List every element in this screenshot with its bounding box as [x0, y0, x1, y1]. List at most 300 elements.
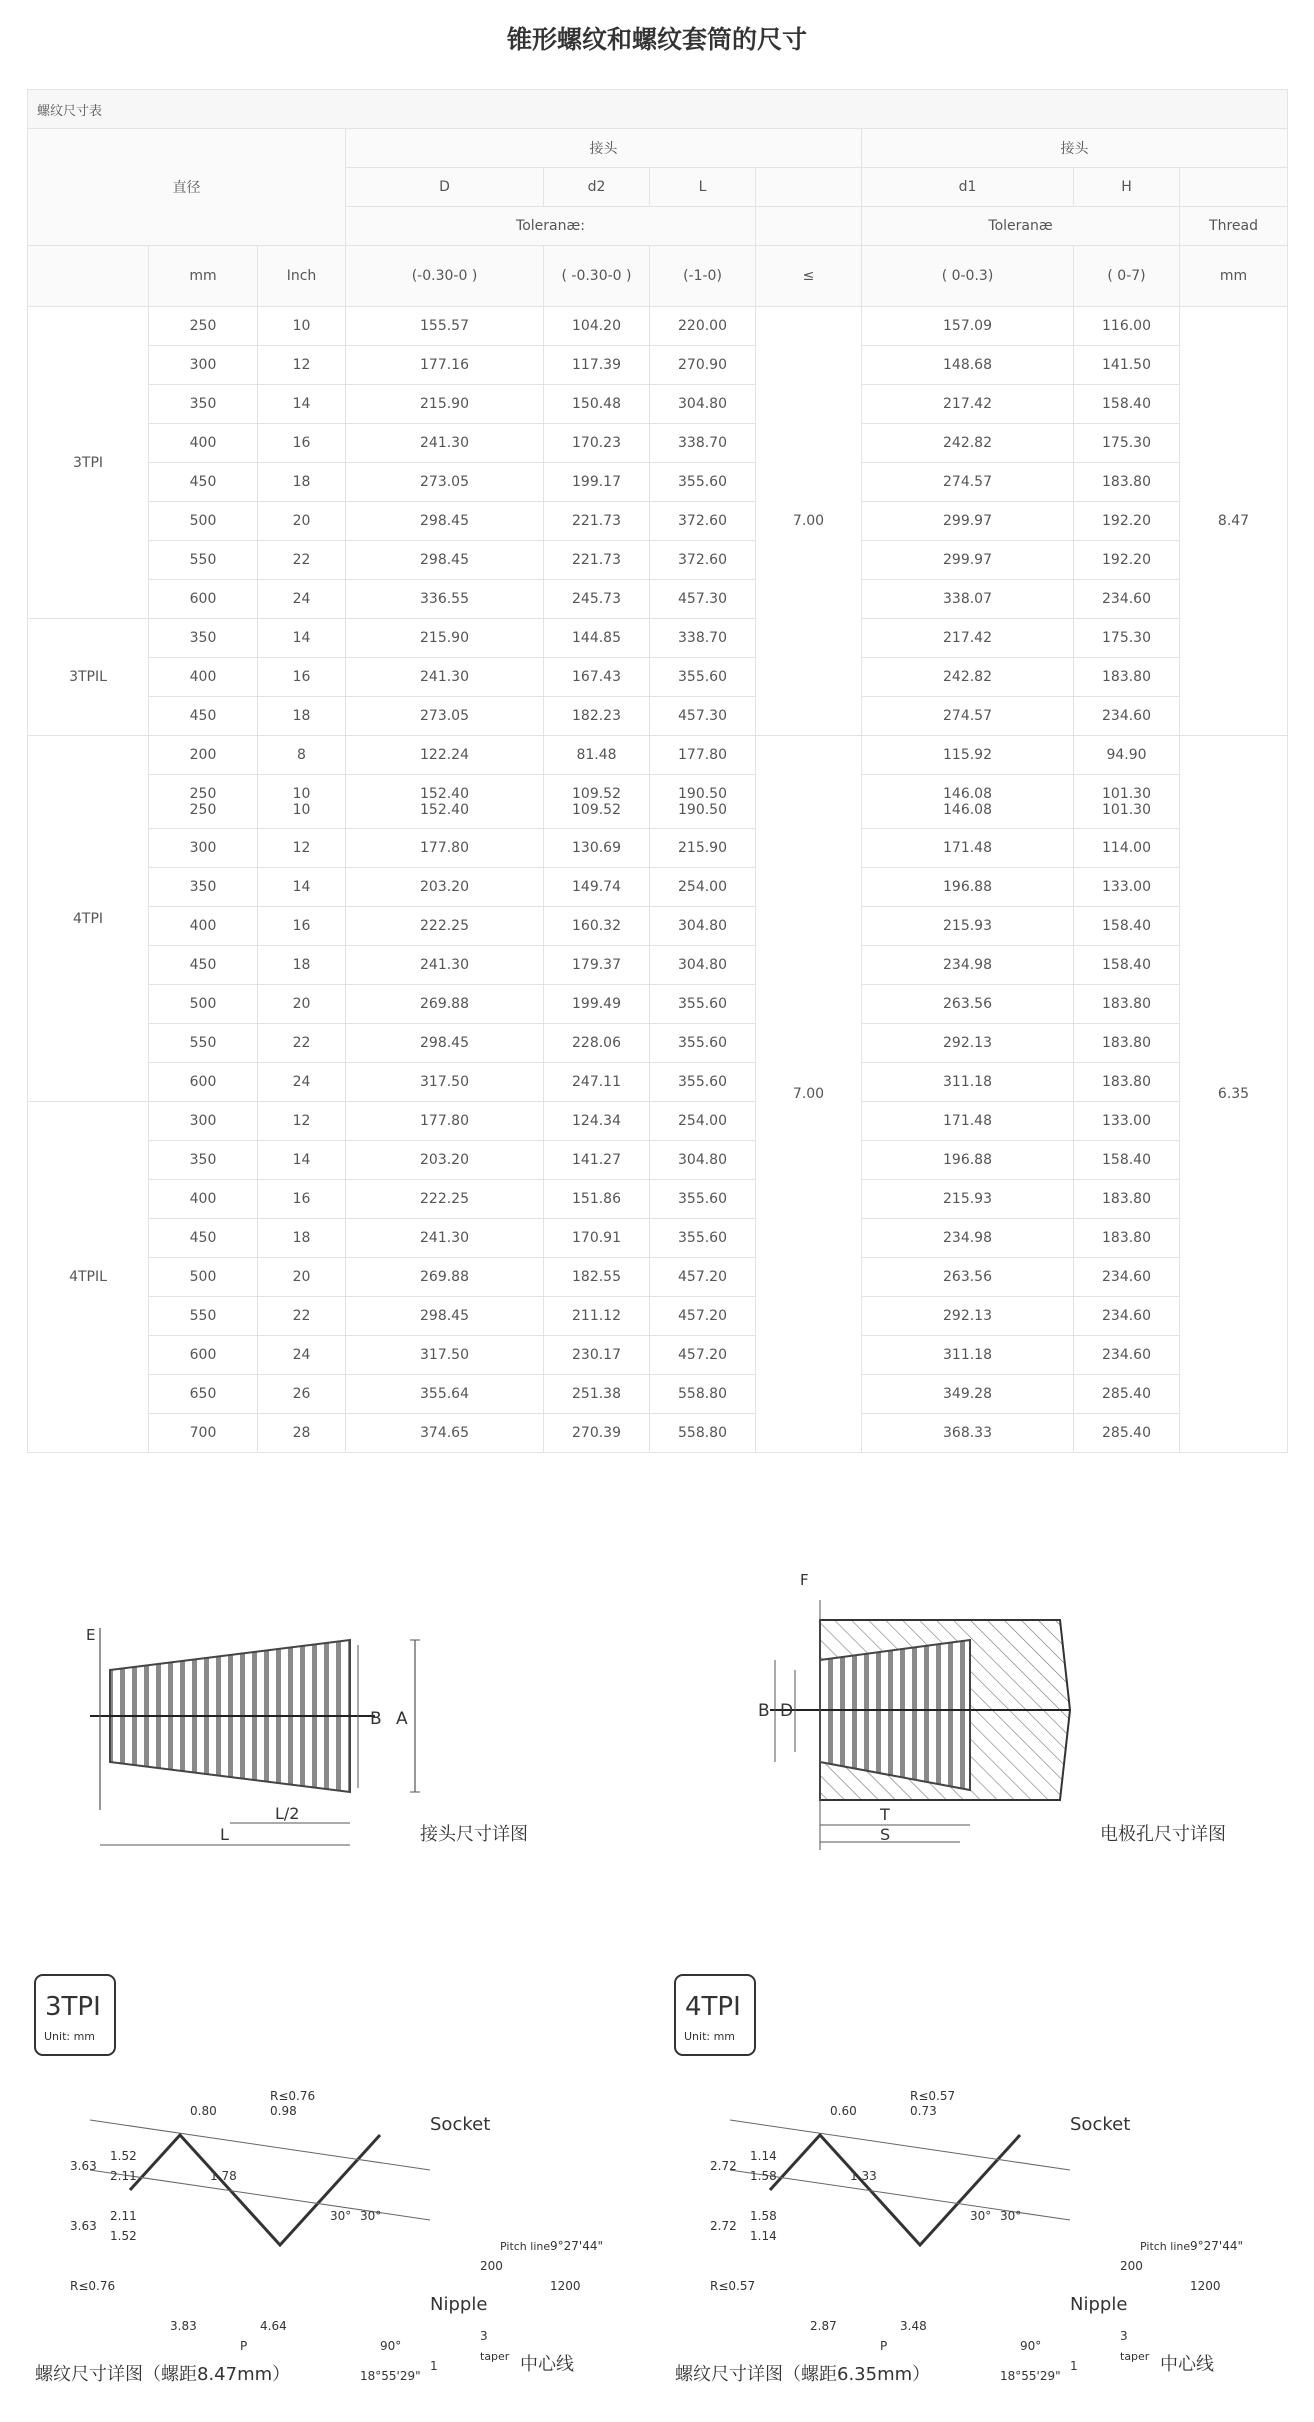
table-cell: 550 — [149, 541, 258, 580]
table-cell: 217.42 — [862, 385, 1074, 424]
table-cell: 247.11 — [544, 1063, 650, 1102]
svg-text:0.60: 0.60 — [830, 2104, 857, 2118]
socket-label-T: T — [880, 1805, 890, 1824]
table-cell: 215.90 — [346, 385, 544, 424]
svg-text:3.83: 3.83 — [170, 2319, 197, 2333]
table-cell: 242.82 — [862, 424, 1074, 463]
joint-label-A: A — [396, 1709, 408, 1729]
table-row — [28, 1141, 1288, 1180]
thread-value: 8.47 — [1180, 307, 1288, 736]
header-empty-3 — [756, 207, 862, 246]
joint-label-L: L — [220, 1825, 229, 1844]
table-cell: 177.80 — [346, 829, 544, 868]
table-cell: 20 — [258, 502, 346, 541]
table-cell: 234.60 — [1074, 697, 1180, 736]
le-value: 7.00 — [756, 736, 862, 1453]
table-cell: 558.80 — [650, 1375, 756, 1414]
table-cell: 234.98 — [862, 946, 1074, 985]
svg-text:Pitch line: Pitch line — [500, 2240, 551, 2253]
svg-text:90°: 90° — [380, 2339, 402, 2353]
table-cell: 115.92 — [862, 736, 1074, 775]
svg-text:30°: 30° — [360, 2209, 382, 2223]
table-cell: 26 — [258, 1375, 346, 1414]
svg-text:R≤0.57: R≤0.57 — [710, 2279, 756, 2293]
header-d1: d1 — [862, 168, 1074, 207]
table-cell: 170.91 — [544, 1219, 650, 1258]
table-cell: 450 — [149, 1219, 258, 1258]
table-cell: 170.23 — [544, 424, 650, 463]
table-cell: 177.80 — [650, 736, 756, 775]
drawings-area — [0, 1540, 1314, 2420]
socket-label: Socket — [430, 2114, 491, 2135]
table-cell: 215.90 — [346, 619, 544, 658]
table-cell: 196.88 — [862, 1141, 1074, 1180]
table-cell: 117.39 — [544, 346, 650, 385]
table-cell: 600 — [149, 580, 258, 619]
table-cell: 298.45 — [346, 1024, 544, 1063]
table-cell: 10 10 — [258, 775, 346, 829]
nipple-label-2: Nipple — [1070, 2294, 1128, 2315]
table-cell: 215.93 — [862, 1180, 1074, 1219]
table-cell: 292.13 — [862, 1297, 1074, 1336]
table-cell: 12 — [258, 1102, 346, 1141]
table-cell: 221.73 — [544, 502, 650, 541]
socket-label-S: S — [880, 1825, 891, 1844]
svg-text:P: P — [880, 2339, 888, 2353]
table-cell: 241.30 — [346, 658, 544, 697]
table-cell: 28 — [258, 1414, 346, 1453]
svg-text:R≤0.57: R≤0.57 — [910, 2089, 956, 2103]
table-cell: 182.55 — [544, 1258, 650, 1297]
table-cell: 450 — [149, 463, 258, 502]
svg-text:1.52: 1.52 — [110, 2229, 137, 2243]
svg-text:中心线: 中心线 — [520, 2354, 574, 2375]
table-cell: 450 — [149, 697, 258, 736]
table-row — [28, 1102, 1288, 1141]
table-cell: 400 — [149, 1180, 258, 1219]
header-joint-2: 接头 — [862, 129, 1288, 168]
table-cell: 133.00 — [1074, 1102, 1180, 1141]
table-caption: 螺纹尺寸表 — [28, 90, 1288, 129]
svg-text:1.78: 1.78 — [210, 2169, 237, 2183]
table-cell: 355.60 — [650, 1024, 756, 1063]
table-cell: 338.70 — [650, 619, 756, 658]
table-cell: 183.80 — [1074, 463, 1180, 502]
thread-value: 6.35 — [1180, 736, 1288, 1453]
table-cell: 298.45 — [346, 541, 544, 580]
table-cell: 292.13 — [862, 1024, 1074, 1063]
svg-text:3: 3 — [1120, 2329, 1128, 2343]
table-row — [28, 907, 1288, 946]
table-cell: 144.85 — [544, 619, 650, 658]
table-cell: 700 — [149, 1414, 258, 1453]
table-cell: 141.27 — [544, 1141, 650, 1180]
table-cell: 122.24 — [346, 736, 544, 775]
table-row — [28, 1336, 1288, 1375]
socket-drawing — [720, 1540, 1314, 1940]
svg-text:1: 1 — [1070, 2359, 1078, 2373]
table-cell: 101.30 101.30 — [1074, 775, 1180, 829]
table-row — [28, 1219, 1288, 1258]
joint-label-B: B — [370, 1709, 382, 1729]
table-cell: 269.88 — [346, 985, 544, 1024]
table-cell: 263.56 — [862, 1258, 1074, 1297]
table-cell: 270.39 — [544, 1414, 650, 1453]
table-cell: 196.88 — [862, 868, 1074, 907]
header-H: H — [1074, 168, 1180, 207]
table-cell: 336.55 — [346, 580, 544, 619]
unit-mm: mm — [149, 246, 258, 307]
table-cell: 158.40 — [1074, 946, 1180, 985]
table-cell: 600 — [149, 1336, 258, 1375]
table-cell: 400 — [149, 424, 258, 463]
table-cell: 500 — [149, 985, 258, 1024]
svg-text:0.73: 0.73 — [910, 2104, 937, 2118]
unit-inch: Inch — [258, 246, 346, 307]
thread-4tpi-drawing — [670, 1970, 1310, 2390]
header-joint: 接头 — [346, 129, 862, 168]
thread-3tpi-caption: 螺纹尺寸详图（螺距8.47mm） — [35, 2364, 291, 2385]
table-cell: 304.80 — [650, 1141, 756, 1180]
table-cell: 183.80 — [1074, 1180, 1180, 1219]
table-row — [28, 424, 1288, 463]
table-cell: 355.60 — [650, 1063, 756, 1102]
table-cell: 130.69 — [544, 829, 650, 868]
table-cell: 350 — [149, 619, 258, 658]
svg-text:2.11: 2.11 — [110, 2209, 137, 2223]
table-cell: 250 — [149, 307, 258, 346]
table-cell: 372.60 — [650, 541, 756, 580]
table-cell: 355.60 — [650, 1180, 756, 1219]
table-cell: 20 — [258, 985, 346, 1024]
table-cell: 217.42 — [862, 619, 1074, 658]
table-cell: 215.90 — [650, 829, 756, 868]
table-cell: 250 250 — [149, 775, 258, 829]
table-cell: 179.37 — [544, 946, 650, 985]
table-cell: 650 — [149, 1375, 258, 1414]
svg-text:1.33: 1.33 — [850, 2169, 877, 2183]
thread-size-table — [27, 89, 1287, 1453]
table-cell: 116.00 — [1074, 307, 1180, 346]
table-cell: 167.43 — [544, 658, 650, 697]
table-cell: 355.60 — [650, 985, 756, 1024]
table-cell: 269.88 — [346, 1258, 544, 1297]
table-row — [28, 946, 1288, 985]
table-cell: 263.56 — [862, 985, 1074, 1024]
table-cell: 304.80 — [650, 385, 756, 424]
table-cell: 22 — [258, 541, 346, 580]
table-cell: 175.30 — [1074, 619, 1180, 658]
table-cell: 192.20 — [1074, 541, 1180, 580]
header-tolerance-2: Toleranæ — [862, 207, 1180, 246]
badge-3tpi-text: 3TPI — [45, 1992, 101, 2022]
table-cell: 457.20 — [650, 1297, 756, 1336]
unit-d1: ( 0-0.3) — [862, 246, 1074, 307]
table-cell: 183.80 — [1074, 1024, 1180, 1063]
svg-text:1.14: 1.14 — [750, 2229, 777, 2243]
table-cell: 171.48 — [862, 829, 1074, 868]
svg-text:30°: 30° — [970, 2209, 992, 2223]
svg-text:18°55'29": 18°55'29" — [1000, 2369, 1061, 2383]
table-cell: 16 — [258, 907, 346, 946]
table-cell: 241.30 — [346, 1219, 544, 1258]
svg-text:90°: 90° — [1020, 2339, 1042, 2353]
svg-text:0.98: 0.98 — [270, 2104, 297, 2118]
svg-text:200: 200 — [480, 2259, 503, 2273]
table-cell: 242.82 — [862, 658, 1074, 697]
socket-label-D: D — [780, 1701, 794, 1721]
table-cell: 338.70 — [650, 424, 756, 463]
table-cell: 14 — [258, 385, 346, 424]
badge-4tpi-unit: Unit: mm — [684, 2030, 736, 2043]
table-cell: 18 — [258, 946, 346, 985]
group-name: 4TPIL — [28, 1102, 149, 1453]
svg-text:3.63: 3.63 — [70, 2159, 97, 2173]
badge-3tpi-unit: Unit: mm — [44, 2030, 96, 2043]
table-cell: 183.80 — [1074, 1063, 1180, 1102]
table-cell: 254.00 — [650, 1102, 756, 1141]
table-cell: 500 — [149, 1258, 258, 1297]
table-cell: 355.60 — [650, 463, 756, 502]
thread-3tpi-drawing — [30, 1970, 670, 2390]
unit-D: (-0.30-0 ) — [346, 246, 544, 307]
header-tolerance-1: Toleranæ: — [346, 207, 756, 246]
table-cell: 22 — [258, 1297, 346, 1336]
table-cell: 183.80 — [1074, 1219, 1180, 1258]
table-cell: 171.48 — [862, 1102, 1074, 1141]
table-cell: 400 — [149, 658, 258, 697]
table-row — [28, 658, 1288, 697]
table-row — [28, 1375, 1288, 1414]
table-cell: 274.57 — [862, 463, 1074, 502]
table-cell: 158.40 — [1074, 385, 1180, 424]
table-cell: 273.05 — [346, 463, 544, 502]
table-cell: 157.09 — [862, 307, 1074, 346]
socket-label-2: Socket — [1070, 2114, 1131, 2135]
header-thread: Thread — [1180, 207, 1288, 246]
table-cell: 273.05 — [346, 697, 544, 736]
table-cell: 152.40 152.40 — [346, 775, 544, 829]
table-cell: 285.40 — [1074, 1375, 1180, 1414]
svg-text:9°27'44": 9°27'44" — [550, 2239, 603, 2253]
socket-label-B: B — [758, 1701, 770, 1721]
unit-empty — [28, 246, 149, 307]
profile-4tpi — [770, 2135, 1020, 2245]
table-cell: 234.60 — [1074, 1297, 1180, 1336]
table-cell: 18 — [258, 697, 346, 736]
table-cell: 158.40 — [1074, 1141, 1180, 1180]
table-cell: 16 — [258, 1180, 346, 1219]
table-cell: 304.80 — [650, 907, 756, 946]
svg-text:2.72: 2.72 — [710, 2219, 737, 2233]
table-cell: 150.48 — [544, 385, 650, 424]
svg-text:4.64: 4.64 — [260, 2319, 287, 2333]
svg-text:3.63: 3.63 — [70, 2219, 97, 2233]
table-row — [28, 1063, 1288, 1102]
svg-text:9°27'44": 9°27'44" — [1190, 2239, 1243, 2253]
table-row — [28, 1297, 1288, 1336]
svg-text:R≤0.76: R≤0.76 — [270, 2089, 316, 2103]
table-row — [28, 502, 1288, 541]
table-cell: 355.60 — [650, 658, 756, 697]
table-cell: 149.74 — [544, 868, 650, 907]
table-cell: 114.00 — [1074, 829, 1180, 868]
svg-text:1.58: 1.58 — [750, 2169, 777, 2183]
table-row — [28, 697, 1288, 736]
svg-text:0.80: 0.80 — [190, 2104, 217, 2118]
table-cell: 18 — [258, 1219, 346, 1258]
svg-text:1.58: 1.58 — [750, 2209, 777, 2223]
thread-4tpi-caption: 螺纹尺寸详图（螺距6.35mm） — [675, 2364, 931, 2385]
table-cell: 285.40 — [1074, 1414, 1180, 1453]
table-cell: 317.50 — [346, 1063, 544, 1102]
table-cell: 16 — [258, 658, 346, 697]
svg-text:taper: taper — [1120, 2350, 1150, 2363]
table-cell: 372.60 — [650, 502, 756, 541]
table-cell: 234.60 — [1074, 1258, 1180, 1297]
table-row — [28, 385, 1288, 424]
table-cell: 230.17 — [544, 1336, 650, 1375]
table-cell: 183.80 — [1074, 985, 1180, 1024]
socket-caption: 电极孔尺寸详图 — [1100, 1824, 1226, 1845]
unit-L: (-1-0) — [650, 246, 756, 307]
table-cell: 182.23 — [544, 697, 650, 736]
joint-drawing — [60, 1540, 660, 1900]
table-row — [28, 985, 1288, 1024]
table-cell: 222.25 — [346, 907, 544, 946]
table-cell: 183.80 — [1074, 658, 1180, 697]
table-cell: 151.86 — [544, 1180, 650, 1219]
table-cell: 109.52 109.52 — [544, 775, 650, 829]
table-cell: 254.00 — [650, 868, 756, 907]
table-cell: 317.50 — [346, 1336, 544, 1375]
page-title: 锥形螺纹和螺纹套筒的尺寸 — [506, 25, 807, 54]
table-cell: 18 — [258, 463, 346, 502]
svg-text:2.87: 2.87 — [810, 2319, 837, 2333]
svg-text:3.48: 3.48 — [900, 2319, 927, 2333]
table-cell: 457.20 — [650, 1336, 756, 1375]
table-cell: 215.93 — [862, 907, 1074, 946]
svg-text:R≤0.76: R≤0.76 — [70, 2279, 116, 2293]
svg-text:30°: 30° — [330, 2209, 352, 2223]
table-cell: 457.20 — [650, 1258, 756, 1297]
table-cell: 22 — [258, 1024, 346, 1063]
table-cell: 350 — [149, 385, 258, 424]
table-cell: 175.30 — [1074, 424, 1180, 463]
table-cell: 349.28 — [862, 1375, 1074, 1414]
table-cell: 10 — [258, 307, 346, 346]
table-cell: 400 — [149, 907, 258, 946]
table-cell: 234.60 — [1074, 1336, 1180, 1375]
table-cell: 158.40 — [1074, 907, 1180, 946]
table-cell: 457.30 — [650, 697, 756, 736]
svg-text:30°: 30° — [1000, 2209, 1022, 2223]
table-cell: 234.60 — [1074, 580, 1180, 619]
table-row — [28, 1414, 1288, 1453]
table-cell: 245.73 — [544, 580, 650, 619]
table-cell: 298.45 — [346, 502, 544, 541]
header-d2: d2 — [544, 168, 650, 207]
table-cell: 14 — [258, 619, 346, 658]
table-cell: 14 — [258, 868, 346, 907]
table-row — [28, 307, 1288, 346]
table-cell: 12 — [258, 829, 346, 868]
svg-text:P: P — [240, 2339, 248, 2353]
svg-text:1.14: 1.14 — [750, 2149, 777, 2163]
table-cell: 177.80 — [346, 1102, 544, 1141]
table-cell: 211.12 — [544, 1297, 650, 1336]
table-cell: 146.08 146.08 — [862, 775, 1074, 829]
joint-label-L2: L/2 — [275, 1804, 300, 1823]
table-cell: 300 — [149, 346, 258, 385]
table-cell: 222.25 — [346, 1180, 544, 1219]
table-cell: 558.80 — [650, 1414, 756, 1453]
table-cell: 177.16 — [346, 346, 544, 385]
table-cell: 192.20 — [1074, 502, 1180, 541]
header-diameter: 直径 — [28, 129, 346, 246]
table-row — [28, 346, 1288, 385]
table-cell: 8 — [258, 736, 346, 775]
table-cell: 12 — [258, 346, 346, 385]
table-cell: 500 — [149, 502, 258, 541]
table-cell: 14 — [258, 1141, 346, 1180]
table-cell: 241.30 — [346, 424, 544, 463]
table-cell: 200 — [149, 736, 258, 775]
table-cell: 450 — [149, 946, 258, 985]
nipple-label: Nipple — [430, 2294, 488, 2315]
table-row — [28, 1024, 1288, 1063]
svg-text:1: 1 — [430, 2359, 438, 2373]
table-cell: 24 — [258, 1063, 346, 1102]
socket-label-F: F — [800, 1571, 809, 1589]
table-cell: 24 — [258, 580, 346, 619]
table-cell: 300 — [149, 829, 258, 868]
table-cell: 457.30 — [650, 580, 756, 619]
svg-text:1200: 1200 — [1190, 2279, 1221, 2293]
table-cell: 311.18 — [862, 1063, 1074, 1102]
table-row — [28, 580, 1288, 619]
svg-text:中心线: 中心线 — [1160, 2354, 1214, 2375]
table-cell: 94.90 — [1074, 736, 1180, 775]
group-name: 3TPI — [28, 307, 149, 619]
table-row — [28, 1180, 1288, 1219]
group-name: 4TPI — [28, 736, 149, 1102]
table-cell: 600 — [149, 1063, 258, 1102]
table-cell: 104.20 — [544, 307, 650, 346]
table-row — [28, 736, 1288, 775]
svg-text:2.72: 2.72 — [710, 2159, 737, 2173]
table-cell: 299.97 — [862, 541, 1074, 580]
table-cell: 368.33 — [862, 1414, 1074, 1453]
table-cell: 300 — [149, 1102, 258, 1141]
table-cell: 234.98 — [862, 1219, 1074, 1258]
table-cell: 160.32 — [544, 907, 650, 946]
table-cell: 199.17 — [544, 463, 650, 502]
table-cell: 133.00 — [1074, 868, 1180, 907]
joint-label-E: E — [86, 1626, 96, 1644]
table-cell: 304.80 — [650, 946, 756, 985]
table-row — [28, 541, 1288, 580]
svg-text:3: 3 — [480, 2329, 488, 2343]
table-cell: 221.73 — [544, 541, 650, 580]
table-row — [28, 1258, 1288, 1297]
table-cell: 374.65 — [346, 1414, 544, 1453]
svg-text:200: 200 — [1120, 2259, 1143, 2273]
table-cell: 190.50 190.50 — [650, 775, 756, 829]
svg-text:18°55'29": 18°55'29" — [360, 2369, 421, 2383]
table-cell: 220.00 — [650, 307, 756, 346]
group-name: 3TPIL — [28, 619, 149, 736]
